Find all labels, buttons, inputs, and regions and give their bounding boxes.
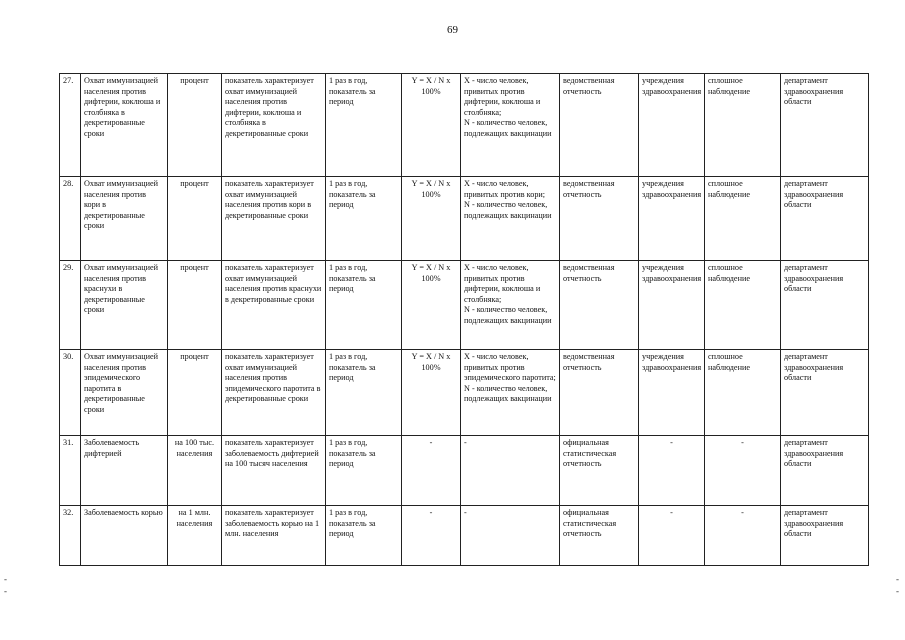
page-number: 69 — [447, 24, 458, 36]
responsible-department: департамент здравоохранения области — [781, 436, 869, 506]
calculation-formula: - — [402, 506, 461, 566]
margin-mark-right-lower: - — [896, 586, 899, 596]
periodicity: 1 раз в год, показатель за период — [326, 506, 402, 566]
row-number: 31. — [60, 436, 81, 506]
table-row — [60, 350, 869, 436]
data-source: ведомственная отчетность — [560, 261, 639, 350]
indicator-description: показатель характеризует охват иммунизацией населения против краснухи в декретированные сроки — [222, 261, 326, 350]
responsible-body: учреждения здравоохранения — [639, 261, 705, 350]
indicator-name: Заболеваемость дифтерией — [81, 436, 168, 506]
responsible-body: учреждения здравоохранения — [639, 177, 705, 261]
margin-mark-left: - — [4, 574, 7, 584]
calculation-formula: Y = X / N x 100% — [402, 350, 461, 436]
data-source: официальная статистическая отчетность — [560, 436, 639, 506]
row-number: 29. — [60, 261, 81, 350]
row-number: 27. — [60, 74, 81, 177]
collection-method: сплошное наблюдение — [705, 177, 781, 261]
indicator-name: Охват иммунизацией населения против эпидемического паротита в декретированные сроки — [81, 350, 168, 436]
responsible-department: департамент здравоохранения области — [781, 350, 869, 436]
calculation-formula: Y = X / N x 100% — [402, 261, 461, 350]
calculation-formula: Y = X / N x 100% — [402, 74, 461, 177]
unit-of-measure: процент — [168, 350, 222, 436]
collection-method: сплошное наблюдение — [705, 261, 781, 350]
unit-of-measure: на 100 тыс. населения — [168, 436, 222, 506]
unit-of-measure: процент — [168, 177, 222, 261]
periodicity: 1 раз в год, показатель за период — [326, 177, 402, 261]
indicator-description: показатель характеризует заболеваемость дифтерией на 100 тысяч населения — [222, 436, 326, 506]
indicator-name: Охват иммунизацией населения против дифтерии, коклюша и столбняка в декретированные сроки — [81, 74, 168, 177]
indicator-description: показатель характеризует охват иммунизацией населения против кори в декретированные сроки — [222, 177, 326, 261]
responsible-body: учреждения здравоохранения — [639, 350, 705, 436]
unit-of-measure: процент — [168, 261, 222, 350]
row-number: 30. — [60, 350, 81, 436]
table-row — [60, 74, 869, 177]
responsible-department: департамент здравоохранения области — [781, 261, 869, 350]
unit-of-measure: на 1 млн. населения — [168, 506, 222, 566]
collection-method: сплошное наблюдение — [705, 350, 781, 436]
formula-variables: X - число человек, привитых против дифтерии, коклюша и столбняка; N - количество человек, подлежащих вакцинации — [461, 261, 560, 350]
periodicity: 1 раз в год, показатель за период — [326, 350, 402, 436]
formula-variables: - — [461, 436, 560, 506]
margin-mark-right: - — [896, 574, 899, 584]
indicator-name: Заболеваемость корью — [81, 506, 168, 566]
unit-of-measure: процент — [168, 74, 222, 177]
formula-variables: - — [461, 506, 560, 566]
table-row — [60, 261, 869, 350]
periodicity: 1 раз в год, показатель за период — [326, 261, 402, 350]
periodicity: 1 раз в год, показатель за период — [326, 436, 402, 506]
indicator-name: Охват иммунизацией населения против краснухи в декретированные сроки — [81, 261, 168, 350]
formula-variables: X - число человек, привитых против кори; N - количество человек, подлежащих вакцинации — [461, 177, 560, 261]
table-body — [60, 74, 869, 566]
data-source: ведомственная отчетность — [560, 350, 639, 436]
indicator-description: показатель характеризует заболеваемость корью на 1 млн. населения — [222, 506, 326, 566]
row-number: 28. — [60, 177, 81, 261]
responsible-department: департамент здравоохранения области — [781, 506, 869, 566]
responsible-department: департамент здравоохранения области — [781, 177, 869, 261]
indicator-table — [59, 73, 869, 566]
data-source: ведомственная отчетность — [560, 74, 639, 177]
responsible-body: учреждения здравоохранения — [639, 74, 705, 177]
row-number: 32. — [60, 506, 81, 566]
data-source: ведомственная отчетность — [560, 177, 639, 261]
responsible-department: департамент здравоохранения области — [781, 74, 869, 177]
calculation-formula: - — [402, 436, 461, 506]
table-row — [60, 436, 869, 506]
indicator-description: показатель характеризует охват иммунизацией населения против эпидемического паротита в декретированные сроки — [222, 350, 326, 436]
table-row — [60, 177, 869, 261]
collection-method: - — [705, 436, 781, 506]
table-row — [60, 506, 869, 566]
indicator-name: Охват иммунизацией населения против кори в декретированные сроки — [81, 177, 168, 261]
responsible-body: - — [639, 436, 705, 506]
collection-method: - — [705, 506, 781, 566]
responsible-body: - — [639, 506, 705, 566]
periodicity: 1 раз в год, показатель за период — [326, 74, 402, 177]
collection-method: сплошное наблюдение — [705, 74, 781, 177]
formula-variables: X - число человек, привитых против дифтерии, коклюша и столбняка; N - количество человек, подлежащих вакцинации — [461, 74, 560, 177]
indicator-description: показатель характеризует охват иммунизацией населения против дифтерии, коклюша и столбняка в декретированные сроки — [222, 74, 326, 177]
formula-variables: X - число человек, привитых против эпидемического паротита; N - количество человек, подлежащих вакцинации — [461, 350, 560, 436]
calculation-formula: Y = X / N x 100% — [402, 177, 461, 261]
margin-mark-left-lower: - — [4, 586, 7, 596]
data-source: официальная статистическая отчетность — [560, 506, 639, 566]
